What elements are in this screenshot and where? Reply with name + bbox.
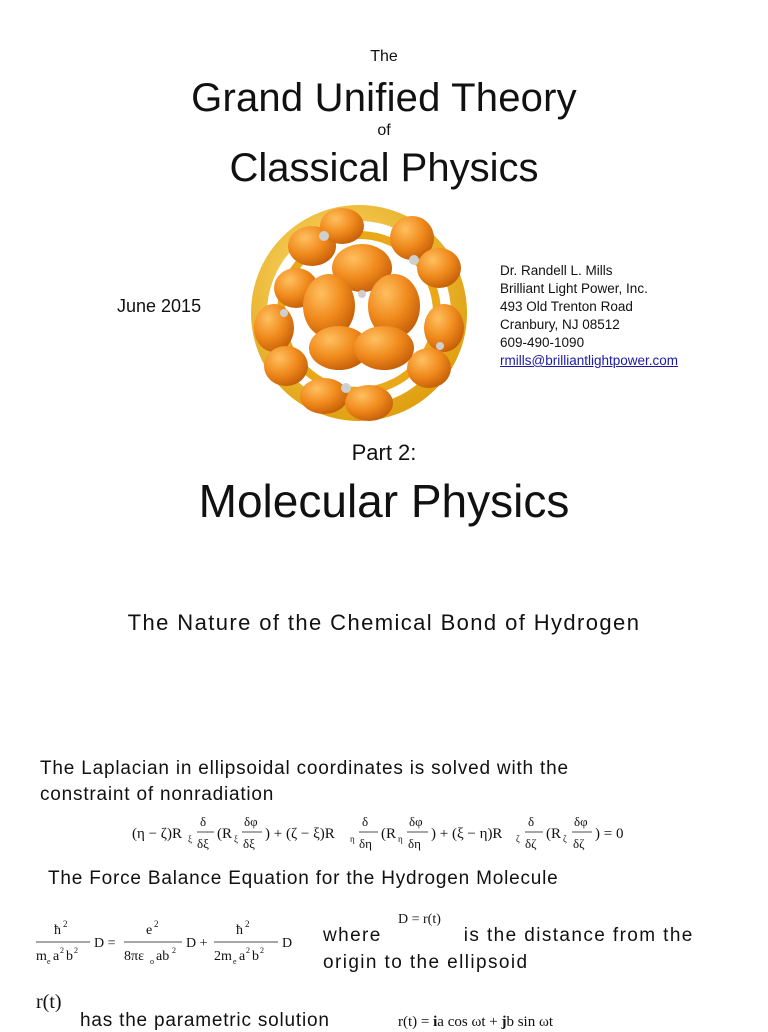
svg-text:δη: δη — [408, 836, 421, 851]
svg-text:) + (ζ − ξ)R: ) + (ζ − ξ)R — [265, 826, 335, 842]
title-connector: of — [377, 122, 391, 139]
svg-text:ab: ab — [156, 949, 170, 964]
phone-number: 609-490-1090 — [500, 335, 585, 350]
svg-text:δ: δ — [528, 814, 535, 829]
email-link[interactable]: rmills@brilliantlightpower.com — [500, 353, 679, 368]
svg-text:δζ: δζ — [573, 836, 585, 851]
title-prefix: The — [370, 48, 398, 65]
part-title: Molecular Physics — [198, 475, 570, 527]
svg-text:a: a — [239, 949, 246, 964]
svg-text:m: m — [36, 949, 47, 964]
where-paragraph — [323, 922, 743, 976]
svg-text:η: η — [350, 834, 355, 844]
author-name: Dr. Randell L. Mills — [500, 263, 613, 278]
svg-text:e: e — [233, 957, 237, 966]
svg-text:δ: δ — [200, 814, 207, 829]
rt-symbol — [36, 988, 86, 1016]
svg-text:(R: (R — [381, 826, 396, 842]
svg-text:δφ: δφ — [409, 814, 423, 829]
publication-date: June 2015 — [117, 296, 202, 316]
svg-text:r(t) = ia cos ωt + jb sin ωt: r(t) = ia cos ωt + jb sin ωt — [398, 1014, 553, 1030]
svg-text:) = 0: ) = 0 — [595, 826, 624, 842]
where-text: where — [323, 925, 382, 946]
svg-text:) + (ξ − η)R: ) + (ξ − η)R — [431, 826, 503, 842]
svg-text:δξ: δξ — [197, 836, 209, 851]
svg-text:D: D — [282, 936, 293, 951]
document-subtitle: Classical Physics — [229, 146, 539, 190]
svg-text:(R: (R — [546, 826, 561, 842]
svg-text:η: η — [398, 834, 403, 844]
svg-text:2: 2 — [246, 946, 250, 955]
svg-text:2: 2 — [260, 946, 264, 955]
svg-text:2m: 2m — [214, 949, 232, 964]
svg-text:b: b — [66, 949, 73, 964]
svg-text:2: 2 — [172, 946, 176, 955]
street-address: 493 Old Trenton Road — [500, 299, 633, 314]
svg-text:δξ: δξ — [243, 836, 255, 851]
author-contact-block — [500, 262, 678, 370]
svg-text:(η − ζ)R: (η − ζ)R — [132, 826, 183, 842]
parametric-equation — [398, 1008, 628, 1032]
svg-text:ξ: ξ — [234, 834, 239, 844]
force-balance-equation — [34, 916, 304, 976]
fullerene-molecule-image — [244, 198, 474, 428]
svg-text:δ: δ — [362, 814, 369, 829]
distance-text: is the distance from the origin to the ellipsoid — [323, 925, 694, 973]
svg-text:δφ: δφ — [244, 814, 258, 829]
svg-text:2: 2 — [154, 919, 159, 929]
svg-text:D +: D + — [186, 936, 208, 951]
svg-text:a: a — [53, 949, 60, 964]
svg-text:ζ: ζ — [516, 834, 520, 844]
svg-text:e: e — [47, 957, 51, 966]
city-address: Cranbury, NJ 08512 — [500, 317, 620, 332]
svg-text:2: 2 — [60, 946, 64, 955]
svg-text:8πε: 8πε — [124, 949, 144, 964]
svg-text:ħ: ħ — [236, 923, 243, 938]
svg-text:δφ: δφ — [574, 814, 588, 829]
section-title: The Nature of the Chemical Bond of Hydrogen — [127, 610, 641, 635]
svg-text:b: b — [252, 949, 259, 964]
svg-text:ξ: ξ — [188, 834, 193, 844]
svg-text:(R: (R — [217, 826, 232, 842]
laplacian-equation — [132, 812, 652, 860]
svg-text:δζ: δζ — [525, 836, 537, 851]
laplacian-text: The Laplacian in ellipsoidal coordinates is solved with the constraint of nonradiation — [40, 758, 569, 805]
svg-text:ħ: ħ — [54, 923, 61, 938]
svg-text:D =: D = — [94, 936, 116, 951]
svg-text:o: o — [150, 957, 154, 966]
document-title: Grand Unified Theory — [191, 76, 577, 120]
svg-text:D = r(t): D = r(t) — [398, 912, 441, 927]
company-name: Brilliant Light Power, Inc. — [500, 281, 648, 296]
svg-text:2: 2 — [245, 919, 250, 929]
svg-text:ζ: ζ — [563, 834, 567, 844]
laplacian-paragraph — [40, 756, 660, 808]
parametric-text: has the parametric solution — [80, 1010, 330, 1031]
force-balance-heading: The Force Balance Equation for the Hydrogen Molecule — [48, 868, 559, 889]
svg-text:2: 2 — [74, 946, 78, 955]
svg-text:r(t): r(t) — [36, 991, 62, 1013]
part-label: Part 2: — [351, 440, 417, 465]
svg-text:δη: δη — [359, 836, 372, 851]
svg-text:2: 2 — [63, 919, 68, 929]
svg-text:e: e — [146, 923, 153, 938]
